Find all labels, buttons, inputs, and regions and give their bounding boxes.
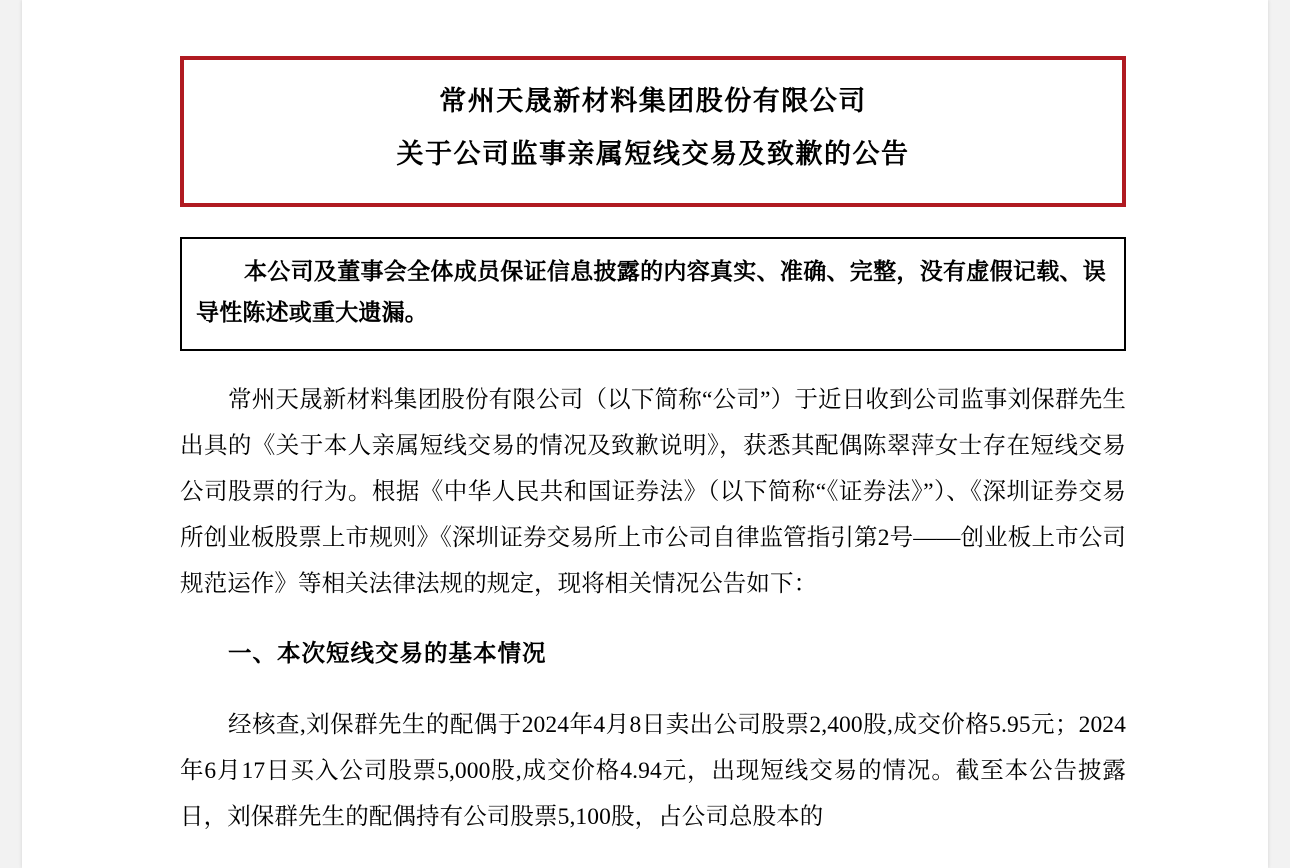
intro-paragraph: 常州天晟新材料集团股份有限公司（以下简称“公司”）于近日收到公司监事刘保群先生出具的《关于本人亲属短线交易的情况及致歉说明》，获悉其配偶陈翠萍女士存在短线交易公司股票的行为。根据《中华人民共和国证券法》（以下简称“《证券法》”）、《深圳证券交易所创业板股票上市规则》《深圳证券交易所上市公司自律监管指引第2号——创业板上市公司规范运作》等相关法律法规的规定，现将相关情况公告如下： [180, 387, 1126, 598]
document-content [180, 0, 1126, 840]
document-page [22, 0, 1268, 868]
section-1-paragraph: 经核查,刘保群先生的配偶于2024年4月8日卖出公司股票2,400股,成交价格5.95元；2024年6月17日买入公司股票5,000股,成交价格4.94元，出现短线交易的情况。截至本公告披露日，刘保群先生的配偶持有公司股票5,100股，占公司总股本的 [180, 712, 1126, 831]
disclosure-statement-text: 本公司及董事会全体成员保证信息披露的内容真实、准确、完整，没有虚假记载、误导性陈述或重大遗漏。 [196, 259, 1106, 327]
announcement-title-box [180, 56, 1126, 207]
company-name-title: 常州天晟新材料集团股份有限公司 [439, 86, 867, 117]
disclosure-statement-box [180, 237, 1126, 351]
page-clip [22, 0, 1268, 868]
section-heading-1: 一、本次短线交易的基本情况 [228, 639, 547, 668]
announcement-subject-title: 关于公司监事亲属短线交易及致歉的公告 [396, 138, 910, 170]
